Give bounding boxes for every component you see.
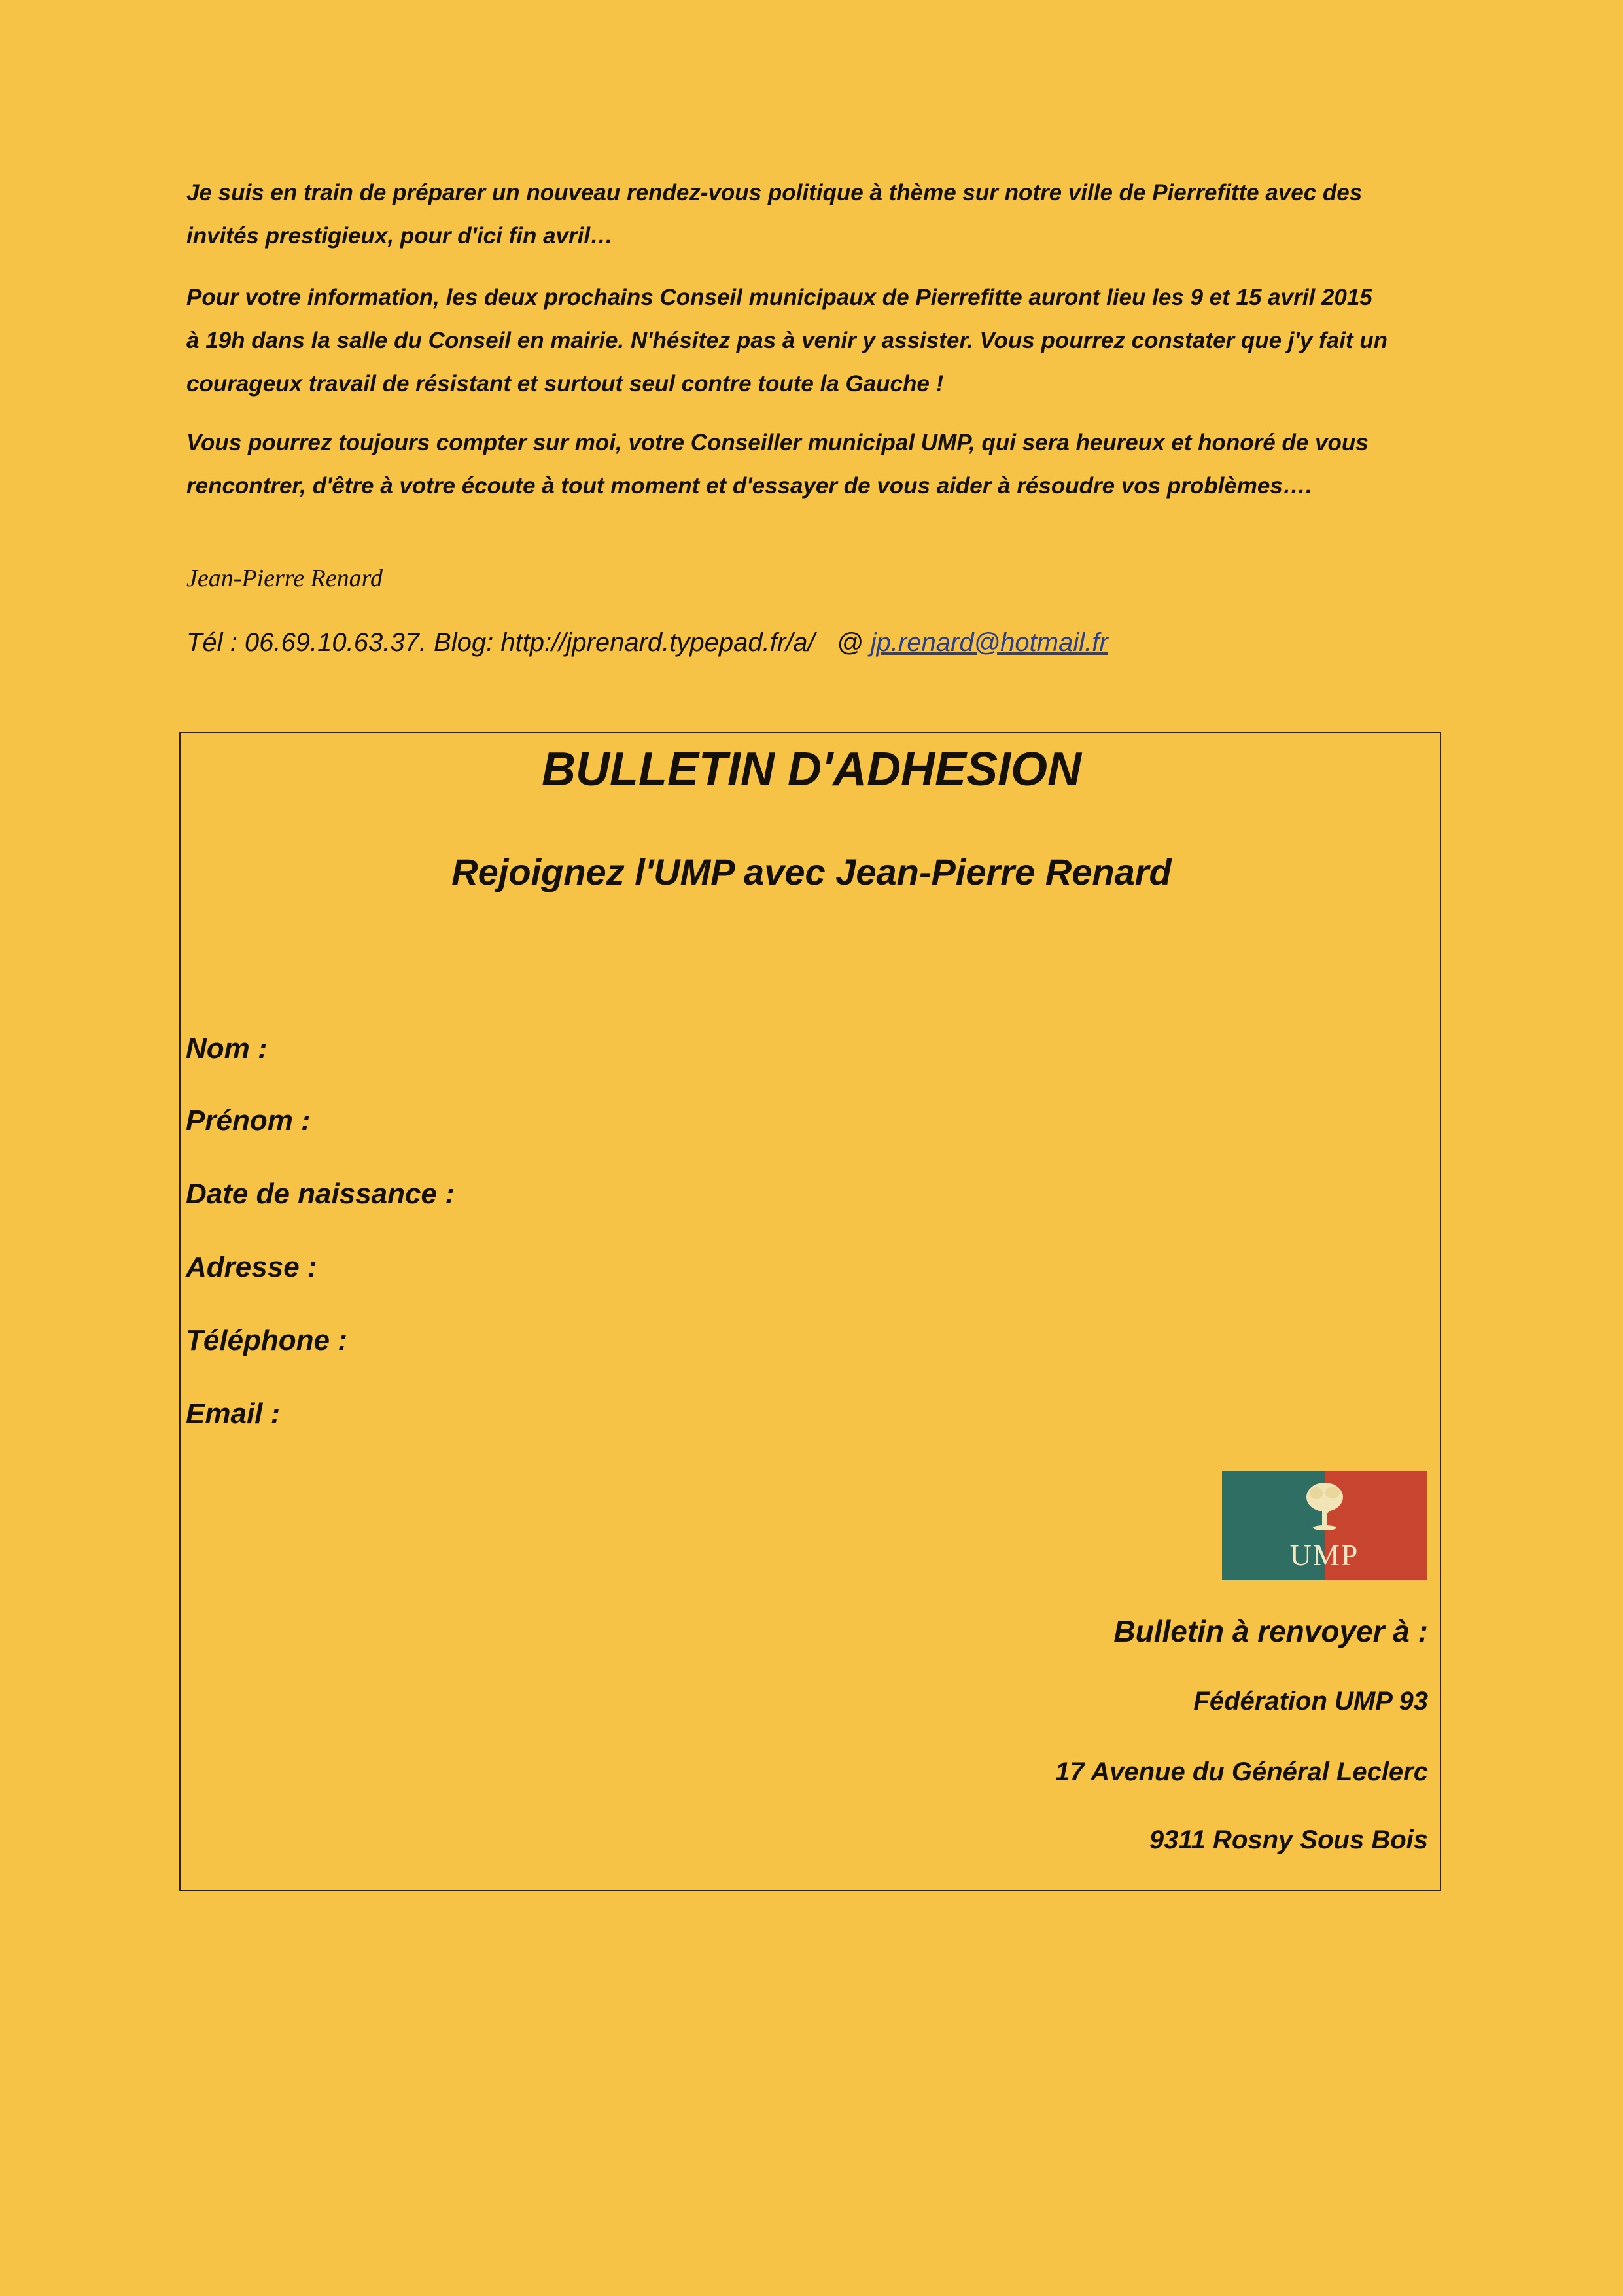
paragraph-line: rencontrer, d'être à votre écoute à tout moment et d'essayer de vous aider à résoudre vos problèmes….: [186, 473, 1312, 499]
address-line-street: 17 Avenue du Général Leclerc: [1055, 1757, 1428, 1786]
logo-text: UMP: [1289, 1538, 1359, 1572]
letter-paragraph-2: [186, 276, 1442, 406]
paragraph-line: courageux travail de résistant et surtout seul contre toute la Gauche !: [186, 371, 944, 397]
letter-paragraph-1: [186, 171, 1442, 258]
letter-paragraph-3: [186, 421, 1442, 508]
paragraph-line: Je suis en train de préparer un nouveau rendez-vous politique à thème sur notre ville de Pierrefitte avec des: [186, 180, 1363, 205]
email-link[interactable]: jp.renard@hotmail.fr: [870, 628, 1108, 657]
paragraph-line: Vous pourrez toujours compter sur moi, votre Conseiller municipal UMP, qui sera heureux et honoré de vous: [186, 430, 1369, 455]
form-subtitle: Rejoignez l'UMP avec Jean-Pierre Renard: [451, 851, 1172, 892]
field-date-de-naissance: Date de naissance :: [186, 1178, 455, 1210]
address-line-federation: Fédération UMP 93: [1193, 1687, 1428, 1716]
field-nom: Nom :: [186, 1033, 268, 1065]
field-prenom: Prénom :: [186, 1104, 311, 1137]
contact-text: Tél : 06.69.10.63.37. Blog: http://jprenard.typepad.fr/a/ @: [186, 628, 871, 657]
signature: Jean-Pierre Renard: [186, 565, 383, 592]
ump-logo: [1222, 1471, 1427, 1580]
field-adresse: Adresse :: [186, 1251, 317, 1283]
contact-line: [186, 628, 1108, 658]
tree-icon: [1304, 1480, 1345, 1532]
form-title: BULLETIN D'ADHESION: [541, 743, 1082, 796]
address-line-city: 9311 Rosny Sous Bois: [1149, 1826, 1428, 1854]
membership-form-box: [179, 732, 1441, 1891]
paragraph-line: Pour votre information, les deux prochains Conseil municipaux de Pierrefitte auront lieu les 9 et 15 avril 2015: [186, 285, 1372, 310]
paragraph-line: à 19h dans la salle du Conseil en mairie. N'hésitez pas à venir y assister. Vous pourrez constater que j'y fait un: [186, 328, 1387, 353]
field-telephone: Téléphone :: [186, 1324, 347, 1356]
field-email: Email :: [186, 1398, 281, 1430]
return-label: Bulletin à renvoyer à :: [1113, 1614, 1428, 1648]
paragraph-line: invités prestigieux, pour d'ici fin avril…: [186, 223, 614, 249]
